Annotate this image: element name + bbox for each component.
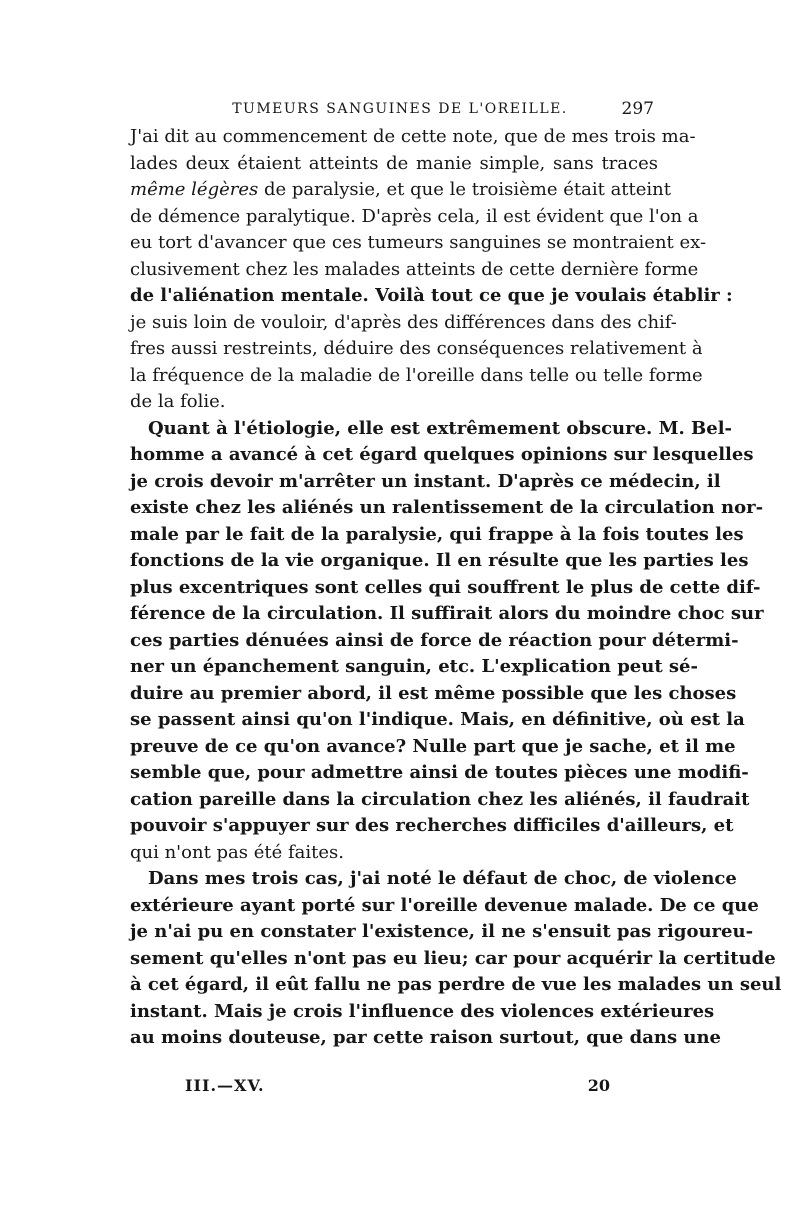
text-line: existe chez les aliénés un ralentissement de la circulation nor- — [130, 497, 764, 518]
text-line: Dans mes trois cas, j'ai noté le défaut de choc, de violence — [148, 868, 737, 889]
page-number: 297 — [621, 99, 654, 119]
text-line: instant. Mais je crois l'influence des violences extérieures — [130, 1000, 715, 1022]
text-line: eu tort d'avancer que ces tumeurs sanguines se montraient ex- — [130, 232, 707, 253]
text-line: cation pareille dans la circulation chez les aliénés, il faudrait — [130, 788, 750, 810]
text-line: je n'ai pu en constater l'existence, il ne s'ensuit pas rigoureu- — [130, 921, 754, 942]
text-line: au moins douteuse, par cette raison surtout, que dans une — [130, 1027, 721, 1048]
running-title: TUMEURS SANGUINES DE L'OREILLE. — [232, 101, 568, 117]
text-line: J'ai dit au commencement de cette note, que de mes trois ma- — [130, 126, 696, 147]
text-line: fres aussi restreints, déduire des conséquences relativement à — [130, 338, 703, 359]
signature-mark: III.—XV. — [185, 1076, 265, 1095]
text-line: duire au premier abord, il est même possible que les choses — [130, 682, 737, 704]
text-line: de l'aliénation mentale. Voilà tout ce que je voulais établir : — [130, 285, 733, 306]
page-footer — [0, 1076, 800, 1102]
text-line: extérieure ayant porté sur l'oreille devenue malade. De ce que — [130, 894, 759, 916]
gathering-number: 20 — [587, 1076, 610, 1095]
text-line: de démence paralytique. D'après cela, il est évident que l'on a — [130, 205, 699, 227]
text-line: je suis loin de vouloir, d'après des différences dans des chif- — [130, 311, 677, 333]
text-line: la fréquence de la maladie de l'oreille dans telle ou telle forme — [130, 364, 703, 386]
text-line: de la folie. — [130, 391, 226, 412]
text-line: Quant à l'étiologie, elle est extrêmement obscure. M. Bel- — [148, 417, 733, 439]
text-line: male par le fait de la paralysie, qui frappe à la fois toutes les — [130, 523, 744, 545]
text-line: homme a avancé à cet égard quelques opinions sur lesquelles — [130, 444, 754, 465]
text-line: clusivement chez les malades atteints de cette dernière forme — [130, 258, 699, 280]
text-line: à cet égard, il eût fallu ne pas perdre de vue les malades un seul — [130, 974, 782, 995]
text-line: semble que, pour admettre ainsi de toutes pièces une modifi- — [130, 762, 749, 783]
text-line: ner un épanchement sanguin, etc. L'explication peut sé- — [130, 656, 698, 677]
text-line: lades deux étaient atteints de manie simple, sans traces — [130, 152, 658, 174]
text-line: sement qu'elles n'ont pas eu lieu; car pour acquérir la certitude — [130, 947, 776, 969]
body-text — [130, 124, 782, 1052]
text-line: preuve de ce qu'on avance? Nulle part que je sache, et il me — [130, 735, 736, 757]
text-line: pouvoir s'appuyer sur des recherches difficiles d'ailleurs, et — [130, 815, 734, 836]
text-line-with-emphasis — [130, 177, 671, 204]
text-line: férence de la circulation. Il suffirait alors du moindre choc sur — [130, 603, 764, 624]
text-line: qui n'ont pas été faites. — [130, 841, 344, 863]
text-line-rest: de paralysie, et que le troisième était atteint — [263, 179, 671, 200]
text-line: je crois devoir m'arrêter un instant. D'après ce médecin, il — [130, 470, 721, 492]
text-line: ces parties dénuées ainsi de force de réaction pour détermi- — [130, 629, 739, 651]
text-line: plus excentriques sont celles qui souffrent le plus de cette dif- — [130, 576, 761, 598]
text-line: fonctions de la vie organique. Il en résulte que les parties les — [130, 550, 749, 571]
text-line: se passent ainsi qu'on l'indique. Mais, en définitive, où est la — [130, 709, 745, 730]
running-head — [0, 97, 800, 123]
emphasis-text: même légères — [130, 179, 259, 200]
